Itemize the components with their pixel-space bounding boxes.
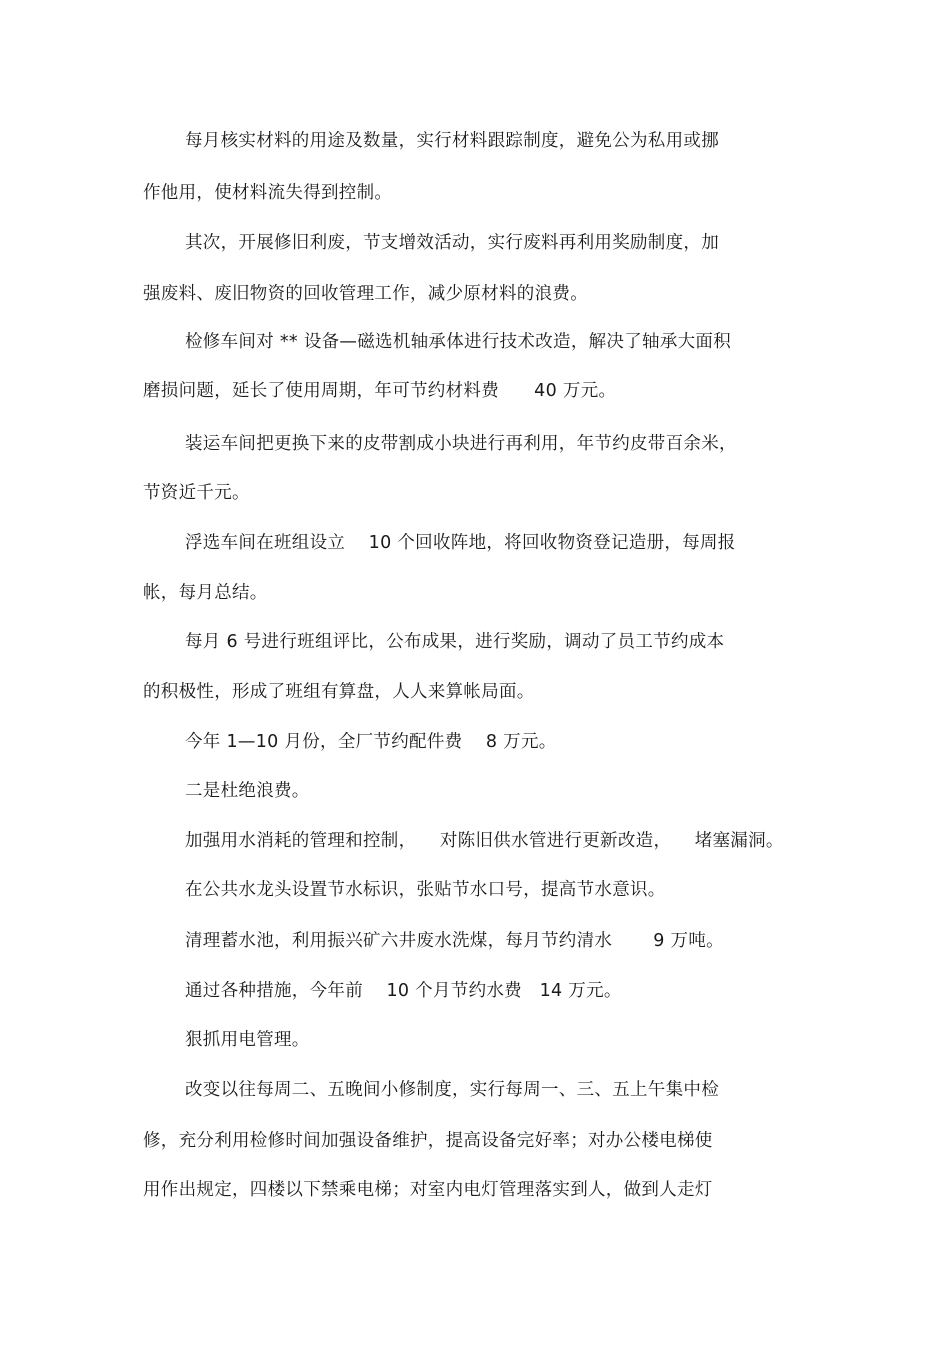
text-line: 每月 6 号进行班组评比，公布成果，进行奖励，调动了员工节约成本 [185, 632, 725, 652]
text-line: 狠抓用电管理。 [185, 1030, 310, 1050]
text-line: 作他用，使材料流失得到控制。 [143, 183, 393, 203]
text-line: 在公共水龙头设置节水标识，张贴节水口号，提高节水意识。 [185, 880, 666, 900]
text-line: 通过各种措施，今年前 10 个月节约水费 14 万元。 [185, 981, 622, 1001]
text-line: 修，充分利用检修时间加强设备维护，提高设备完好率；对办公楼电梯使 [143, 1131, 713, 1151]
text-line: 加强用水消耗的管理和控制， 对陈旧供水管进行更新改造， 堵塞漏洞。 [185, 831, 784, 851]
text-line: 用作出规定，四楼以下禁乘电梯；对室内电灯管理落实到人，做到人走灯 [143, 1180, 713, 1200]
text-line: 清理蓄水池，利用振兴矿六井废水洗煤，每月节约清水 9 万吨。 [185, 931, 724, 951]
text-line: 的积极性，形成了班组有算盘，人人来算帐局面。 [143, 682, 535, 702]
text-line: 改变以往每周二、五晚间小修制度，实行每周一、三、五上午集中检 [185, 1080, 719, 1100]
text-line: 强废料、废旧物资的回收管理工作，减少原材料的浪费。 [143, 284, 588, 304]
text-line: 磨损问题，延长了使用周期，年可节约材料费 40 万元。 [143, 381, 617, 401]
text-line: 帐，每月总结。 [143, 583, 268, 603]
text-line: 其次，开展修旧利废，节支增效活动，实行废料再利用奖励制度，加 [185, 233, 719, 253]
text-line: 检修车间对 ** 设备—磁选机轴承体进行技术改造，解决了轴承大面积 [185, 332, 732, 352]
text-line: 每月核实材料的用途及数量，实行材料跟踪制度，避免公为私用或挪 [185, 131, 719, 151]
text-line: 今年 1—10 月份，全厂节约配件费 8 万元。 [185, 732, 557, 752]
text-line: 节资近千元。 [143, 483, 250, 503]
text-line: 装运车间把更换下来的皮带割成小块进行再利用，年节约皮带百余米， [185, 434, 737, 454]
text-line: 二是杜绝浪费。 [185, 781, 310, 801]
text-line: 浮选车间在班组设立 10 个回收阵地，将回收物资登记造册，每周报 [185, 533, 736, 553]
